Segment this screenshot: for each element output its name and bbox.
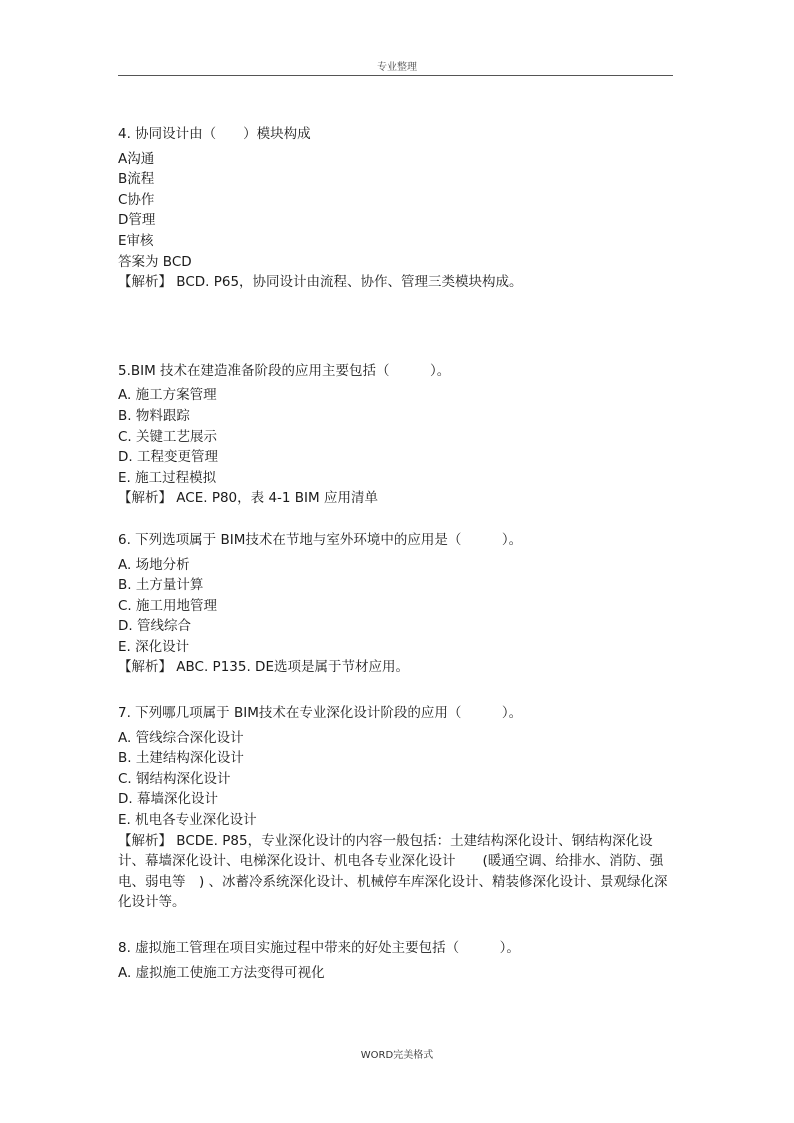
question-8 [118,938,678,983]
analysis-text: 【解析】 ACE. P80，表 4-1 BIM 应用清单 [118,490,378,507]
option-c: C. 钢结构深化设计 [118,770,231,787]
analysis-text: 【解析】 BCD. P65，协同设计由流程、协作、管理三类模块构成。 [118,274,523,291]
option-b: B. 土方量计算 [118,577,204,594]
header-divider [118,75,673,76]
option-e: E. 机电各专业深化设计 [118,812,257,829]
option-e: E审核 [118,232,154,249]
option-e: E. 深化设计 [118,638,190,655]
analysis-text: 【解析】 ABC. P135. DE选项是属于节材应用。 [118,659,409,676]
option-a: A. 施工方案管理 [118,387,217,404]
question-title: 7. 下列哪几项属于 BIM技术在专业深化设计阶段的应用（ ）。 [118,705,523,722]
option-c: C. 施工用地管理 [118,597,218,614]
question-title: 5.BIM 技术在建造准备阶段的应用主要包括（ ）。 [118,362,451,379]
question-4 [118,124,678,293]
page-footer: WORD完美格式 [360,1050,434,1061]
option-d: D管理 [118,212,156,229]
question-title: 8. 虚拟施工管理在项目实施过程中带来的好处主要包括（ ）。 [118,940,520,956]
question-7 [118,703,678,913]
option-b: B. 物料跟踪 [118,407,190,424]
analysis-text: 【解析】 BCDE. P85，专业深化设计的内容一般包括：土建结构深化设计、钢结构深化设计、幕墙深化设计、电梯深化设计、机电各专业深化设计 (暖通空调、给排水、消防、强电、弱电等 ) 、冰蓄冷系统深化设计、机械停车库深化设计、精装修深化设计、景观绿化深化设计等。 [118,832,668,911]
question-6 [118,530,678,678]
option-a: A. 场地分析 [118,556,190,573]
option-d: D. 幕墙深化设计 [118,791,218,808]
option-c: C协作 [118,191,155,208]
page-header: 专业整理 [377,62,417,73]
answer-text: 答案为 BCD [118,253,192,270]
option-b: B. 土建结构深化设计 [118,750,244,767]
option-a: A沟通 [118,150,155,167]
document-body [118,118,678,983]
question-5 [118,361,678,509]
option-a: A. 管线综合深化设计 [118,729,244,746]
option-e: E. 施工过程模拟 [118,469,217,486]
option-b: B流程 [118,171,155,188]
question-title: 4. 协同设计由（ ）模块构成 [118,126,311,142]
option-c: C. 关键工艺展示 [118,428,218,445]
question-title: 6. 下列选项属于 BIM技术在节地与室外环境中的应用是（ ）。 [118,531,523,548]
option-d: D. 工程变更管理 [118,449,218,466]
option-a: A. 虚拟施工使施工方法变得可视化 [118,964,325,981]
option-d: D. 管线综合 [118,618,191,635]
